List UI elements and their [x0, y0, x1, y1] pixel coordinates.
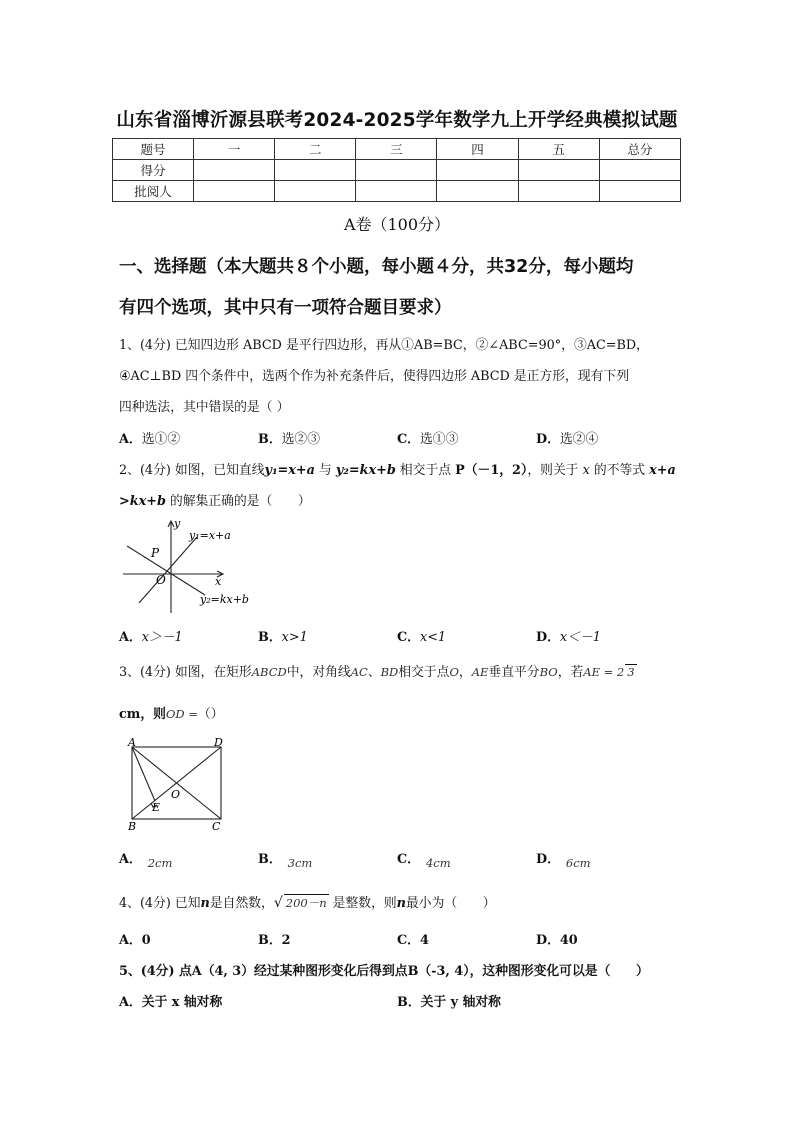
q2-option-c: C．x<1	[397, 630, 447, 645]
q3-label-c: C	[212, 820, 221, 833]
q2-label-p: P	[151, 546, 160, 560]
q3-option-c: C． 4cm	[397, 852, 451, 870]
q3-segment-ae	[132, 747, 155, 801]
score-table-header-row	[113, 139, 681, 160]
score-cell	[275, 160, 356, 181]
section-1-heading-line2: 有四个选项，其中只有一项符合题目要求）	[119, 298, 452, 318]
score-cell	[356, 181, 437, 202]
q4-option-d: D．40	[536, 933, 578, 948]
q3-label-e: E	[152, 801, 161, 814]
q1-option-d: D．选②④	[536, 432, 599, 447]
q5-option-b: B．关于 y 轴对称	[397, 995, 501, 1010]
score-cell	[275, 181, 356, 202]
q4-option-c: C．4	[397, 933, 429, 948]
score-cell	[518, 160, 599, 181]
q1-option-c: C．选①③	[397, 432, 459, 447]
q1-option-a: A．选①②	[119, 432, 181, 447]
q2-label-y1: y₁=x+a	[189, 529, 231, 542]
score-cell	[437, 181, 518, 202]
q2-line1: 2、(4分) 如图，已知直线y₁=x+a 与 y₂=kx+b 相交于点 P（－1，2），则关于 x 的不等式 x+a	[119, 463, 676, 478]
score-cell	[599, 160, 680, 181]
score-cell	[356, 160, 437, 181]
q5-line1: 5、(4分) 点A（4, 3）经过某种图形变化后得到点B（-3, 4），这种图形变化可以是（ ）	[119, 964, 649, 979]
q2-label-y2: y₂=kx+b	[200, 593, 249, 606]
q2-option-a: A．x＞－1	[119, 630, 183, 645]
q3-figure	[124, 737, 234, 833]
score-cell: 题号	[113, 139, 194, 160]
score-cell: 一	[194, 139, 275, 160]
score-cell	[518, 181, 599, 202]
q1-option-b: B．选②③	[258, 432, 321, 447]
score-cell: 四	[437, 139, 518, 160]
q3-label-b: B	[128, 820, 137, 833]
q2-figure	[119, 515, 259, 617]
q3-line2: cm，则OD =（）	[119, 707, 224, 722]
exam-title: 山东省淄博沂源县联考2024-2025学年数学九上开学经典模拟试题	[116, 110, 678, 131]
score-cell: 总分	[599, 139, 680, 160]
score-cell: 批阅人	[113, 181, 194, 202]
score-cell	[599, 181, 680, 202]
q3-label-o: O	[171, 788, 181, 801]
q3-option-a: A． 2cm	[119, 852, 173, 870]
score-table-row	[113, 160, 681, 181]
q2-label-o: O	[156, 573, 166, 587]
score-cell	[194, 181, 275, 202]
q2-line-y2	[127, 546, 205, 595]
score-cell	[437, 160, 518, 181]
q2-label-x: x	[215, 575, 222, 588]
score-cell	[194, 160, 275, 181]
score-table	[112, 138, 681, 202]
q3-option-b: B． 3cm	[258, 852, 313, 870]
q3-label-a: A	[128, 737, 136, 749]
q1-line2: ④AC⊥BD 四个条件中，选两个作为补充条件后，使得四边形 ABCD 是正方形，现有下列	[119, 369, 630, 384]
q5-option-a: A．关于 x 轴对称	[119, 995, 223, 1010]
q4-line1: 4、(4分) 已知n是自然数，√ 200－n 是整数，则n最小为（ ）	[119, 895, 496, 911]
q2-line2: >kx+b 的解集正确的是（ ）	[119, 494, 311, 509]
q3-option-d: D． 6cm	[536, 852, 591, 870]
q2-option-d: D．x＜－1	[536, 630, 601, 645]
section-1-heading-line1: 一、选择题（本大题共８个小题，每小题４分，共32分，每小题均	[119, 257, 634, 277]
q2-option-b: B．x>1	[258, 630, 308, 645]
q3-line1: 3、(4分) 如图，在矩形ABCD中，对角线AC、BD相交于点O，AE垂直平分BO，若AE = 2 3	[119, 665, 635, 680]
q2-label-y: y	[174, 517, 181, 530]
q4-option-b: B．2	[258, 933, 291, 948]
score-cell: 二	[275, 139, 356, 160]
q2-line-y1	[139, 537, 197, 603]
section-a-heading: A卷（100分）	[343, 215, 451, 234]
score-table-row	[113, 181, 681, 202]
q4-option-a: A．0	[119, 933, 151, 948]
q1-line1: 1、(4分) 已知四边形 ABCD 是平行四边形，再从①AB=BC，②∠ABC=90°，③AC=BD，	[119, 338, 649, 353]
score-cell: 得分	[113, 160, 194, 181]
q1-line3: 四种选法，其中错误的是（ ）	[119, 400, 290, 415]
score-cell: 五	[518, 139, 599, 160]
score-cell: 三	[356, 139, 437, 160]
q3-label-d: D	[214, 737, 223, 749]
